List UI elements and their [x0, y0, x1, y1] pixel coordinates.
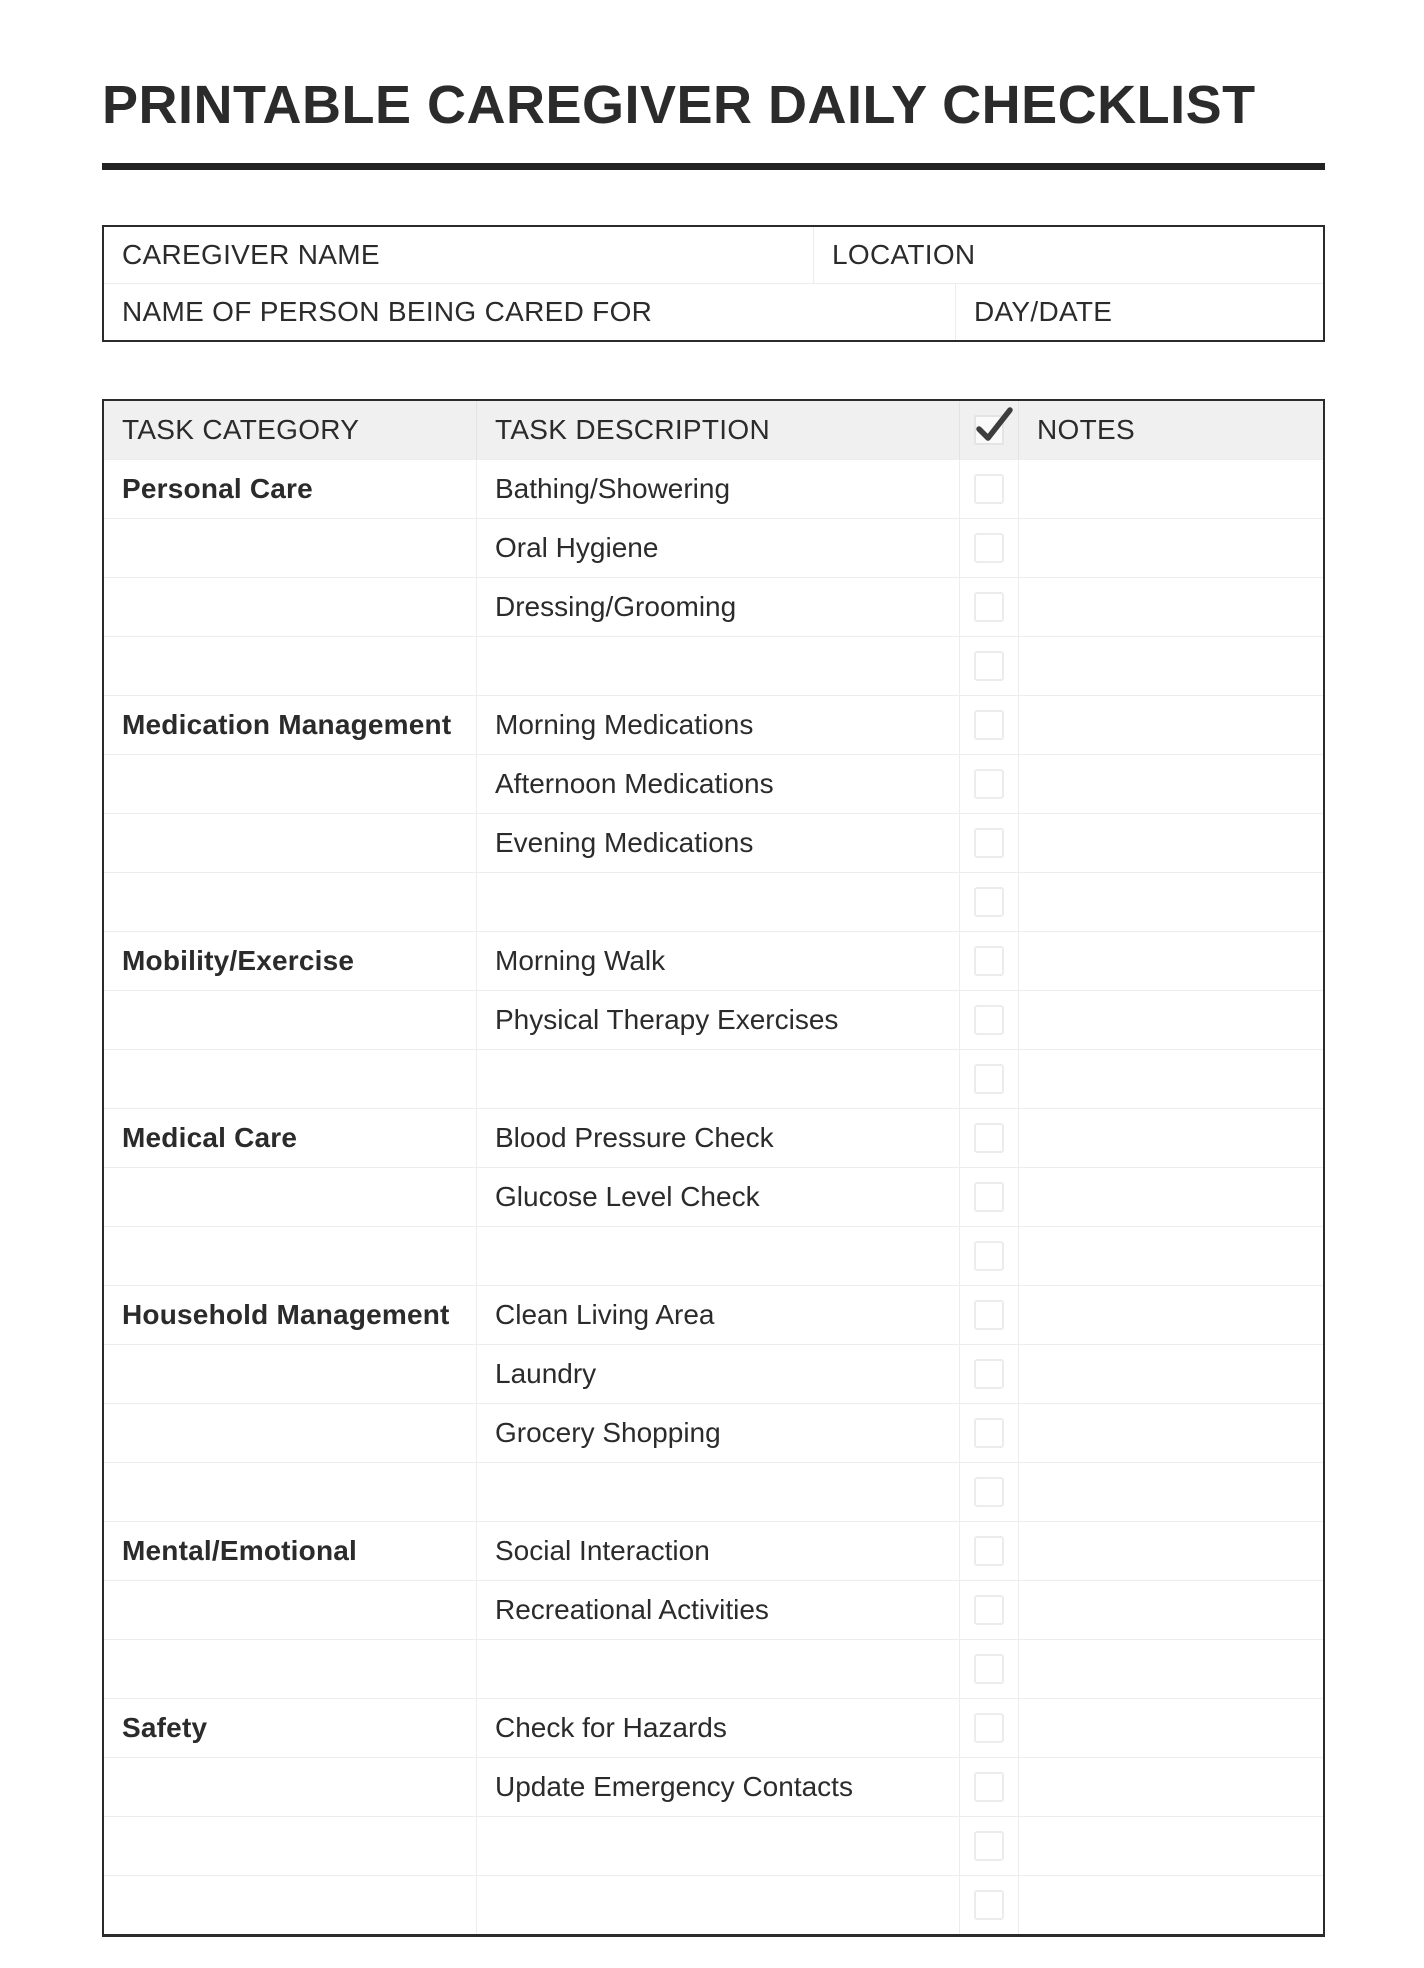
title-divider	[102, 163, 1325, 170]
task-checkbox[interactable]	[974, 1772, 1004, 1802]
day-date-field: DAY/DATE	[955, 284, 1323, 340]
task-row	[104, 1462, 1323, 1521]
notes-cell	[1018, 460, 1323, 518]
task-checkbox[interactable]	[974, 1595, 1004, 1625]
task-checkbox[interactable]	[974, 887, 1004, 917]
task-description-cell: Update Emergency Contacts	[476, 1758, 959, 1816]
task-description-cell	[476, 1050, 959, 1108]
task-check-cell	[959, 519, 1018, 577]
task-category-cell	[104, 519, 476, 577]
column-header-check	[959, 401, 1018, 459]
task-category-cell	[104, 1050, 476, 1108]
task-checkbox[interactable]	[974, 1300, 1004, 1330]
task-row	[104, 931, 1323, 990]
task-check-cell	[959, 1640, 1018, 1698]
task-checkbox[interactable]	[974, 1831, 1004, 1861]
notes-cell	[1018, 1345, 1323, 1403]
checkmark-icon	[972, 404, 1016, 448]
task-checkbox[interactable]	[974, 1654, 1004, 1684]
care-recipient-name-field: NAME OF PERSON BEING CARED FOR	[122, 296, 653, 327]
task-checkbox[interactable]	[974, 1123, 1004, 1153]
task-category-cell	[104, 578, 476, 636]
column-header-notes: NOTES	[1018, 401, 1323, 459]
task-description-cell	[476, 1817, 959, 1875]
task-check-cell	[959, 460, 1018, 518]
notes-cell	[1018, 1168, 1323, 1226]
header-checkbox	[974, 415, 1004, 445]
task-row	[104, 1167, 1323, 1226]
task-checkbox[interactable]	[974, 1064, 1004, 1094]
task-checkbox[interactable]	[974, 710, 1004, 740]
task-description-cell: Social Interaction	[476, 1522, 959, 1580]
task-checkbox[interactable]	[974, 1241, 1004, 1271]
task-row	[104, 577, 1323, 636]
task-check-cell	[959, 1109, 1018, 1167]
task-check-cell	[959, 1345, 1018, 1403]
task-description-cell: Recreational Activities	[476, 1581, 959, 1639]
task-category-cell: Personal Care	[122, 473, 313, 504]
task-check-cell	[959, 1876, 1018, 1934]
task-category-cell: Mental/Emotional	[122, 1535, 357, 1566]
notes-cell	[1018, 755, 1323, 813]
task-category-cell	[104, 1345, 476, 1403]
task-description-cell: Morning Medications	[476, 696, 959, 754]
page-title: PRINTABLE CAREGIVER DAILY CHECKLIST	[102, 75, 1256, 135]
task-check-cell	[959, 932, 1018, 990]
info-row-1	[104, 227, 1323, 284]
task-category-cell	[104, 1404, 476, 1462]
task-description-cell: Afternoon Medications	[476, 755, 959, 813]
task-check-cell	[959, 1817, 1018, 1875]
info-row-2	[104, 284, 1323, 340]
task-table-body	[104, 459, 1323, 1934]
task-category-cell	[104, 1227, 476, 1285]
task-check-cell	[959, 1168, 1018, 1226]
task-category-cell	[104, 1640, 476, 1698]
notes-cell	[1018, 1404, 1323, 1462]
notes-cell	[1018, 932, 1323, 990]
task-row	[104, 1875, 1323, 1934]
task-check-cell	[959, 1758, 1018, 1816]
caregiver-name-field: CAREGIVER NAME	[122, 239, 380, 270]
task-description-cell: Oral Hygiene	[476, 519, 959, 577]
task-checkbox[interactable]	[974, 1713, 1004, 1743]
task-category-cell: Safety	[122, 1712, 208, 1743]
daily-task-table	[102, 399, 1325, 1937]
notes-cell	[1018, 1050, 1323, 1108]
task-description-cell: Morning Walk	[476, 932, 959, 990]
task-category-cell	[104, 873, 476, 931]
task-check-cell	[959, 1522, 1018, 1580]
task-row	[104, 1049, 1323, 1108]
task-checkbox[interactable]	[974, 1890, 1004, 1920]
task-checkbox[interactable]	[974, 1005, 1004, 1035]
task-category-cell	[104, 1168, 476, 1226]
task-check-cell	[959, 814, 1018, 872]
task-description-cell	[476, 637, 959, 695]
notes-cell	[1018, 1699, 1323, 1757]
task-description-cell: Laundry	[476, 1345, 959, 1403]
task-check-cell	[959, 1699, 1018, 1757]
task-table-header	[104, 401, 1323, 459]
task-checkbox[interactable]	[974, 1359, 1004, 1389]
task-category-cell: Medication Management	[122, 709, 452, 740]
task-checkbox[interactable]	[974, 946, 1004, 976]
task-row	[104, 1816, 1323, 1875]
task-category-cell	[104, 1758, 476, 1816]
task-check-cell	[959, 578, 1018, 636]
task-row	[104, 872, 1323, 931]
task-category-cell	[104, 1817, 476, 1875]
task-check-cell	[959, 1581, 1018, 1639]
notes-cell	[1018, 1227, 1323, 1285]
task-row	[104, 990, 1323, 1049]
task-row	[104, 695, 1323, 754]
task-category-cell: Household Management	[122, 1299, 450, 1330]
task-description-cell: Glucose Level Check	[476, 1168, 959, 1226]
task-description-cell	[476, 1876, 959, 1934]
column-header-task-category: TASK CATEGORY	[122, 414, 360, 445]
task-description-cell: Check for Hazards	[476, 1699, 959, 1757]
task-description-cell	[476, 1227, 959, 1285]
task-checkbox[interactable]	[974, 1477, 1004, 1507]
task-row	[104, 636, 1323, 695]
task-description-cell	[476, 1463, 959, 1521]
task-description-cell: Evening Medications	[476, 814, 959, 872]
task-row	[104, 1108, 1323, 1167]
task-row	[104, 1698, 1323, 1757]
task-description-cell	[476, 873, 959, 931]
task-checkbox[interactable]	[974, 1418, 1004, 1448]
notes-cell	[1018, 1640, 1323, 1698]
notes-cell	[1018, 1876, 1323, 1934]
task-row	[104, 1521, 1323, 1580]
task-check-cell	[959, 1286, 1018, 1344]
notes-cell	[1018, 696, 1323, 754]
task-checkbox[interactable]	[974, 592, 1004, 622]
task-checkbox[interactable]	[974, 828, 1004, 858]
task-row	[104, 1344, 1323, 1403]
task-category-cell: Medical Care	[122, 1122, 298, 1153]
task-category-cell	[104, 1463, 476, 1521]
task-check-cell	[959, 873, 1018, 931]
task-description-cell: Clean Living Area	[476, 1286, 959, 1344]
task-checkbox[interactable]	[974, 474, 1004, 504]
task-row	[104, 813, 1323, 872]
task-row	[104, 1580, 1323, 1639]
task-check-cell	[959, 637, 1018, 695]
task-description-cell	[476, 1640, 959, 1698]
task-category-cell	[104, 1581, 476, 1639]
task-row	[104, 459, 1323, 518]
task-category-cell	[104, 1876, 476, 1934]
task-checkbox[interactable]	[974, 651, 1004, 681]
task-checkbox[interactable]	[974, 1536, 1004, 1566]
task-category-cell	[104, 991, 476, 1049]
task-check-cell	[959, 1050, 1018, 1108]
notes-cell	[1018, 1109, 1323, 1167]
notes-cell	[1018, 873, 1323, 931]
caregiver-info-table	[102, 225, 1325, 342]
notes-cell	[1018, 578, 1323, 636]
task-description-cell: Dressing/Grooming	[476, 578, 959, 636]
location-field: LOCATION	[813, 227, 1323, 283]
task-category-cell	[104, 814, 476, 872]
task-checkbox[interactable]	[974, 533, 1004, 563]
notes-cell	[1018, 1581, 1323, 1639]
task-check-cell	[959, 696, 1018, 754]
task-category-cell	[104, 755, 476, 813]
task-checkbox[interactable]	[974, 1182, 1004, 1212]
task-row	[104, 1639, 1323, 1698]
task-description-cell: Blood Pressure Check	[476, 1109, 959, 1167]
task-check-cell	[959, 755, 1018, 813]
task-check-cell	[959, 991, 1018, 1049]
task-checkbox[interactable]	[974, 769, 1004, 799]
task-row	[104, 1226, 1323, 1285]
task-check-cell	[959, 1463, 1018, 1521]
task-category-cell: Mobility/Exercise	[122, 945, 355, 976]
task-description-cell: Bathing/Showering	[476, 460, 959, 518]
notes-cell	[1018, 1758, 1323, 1816]
notes-cell	[1018, 814, 1323, 872]
notes-cell	[1018, 1817, 1323, 1875]
task-row	[104, 754, 1323, 813]
notes-cell	[1018, 1286, 1323, 1344]
task-check-cell	[959, 1404, 1018, 1462]
task-category-cell	[104, 637, 476, 695]
task-row	[104, 518, 1323, 577]
notes-cell	[1018, 519, 1323, 577]
task-row	[104, 1403, 1323, 1462]
task-row	[104, 1757, 1323, 1816]
notes-cell	[1018, 637, 1323, 695]
notes-cell	[1018, 991, 1323, 1049]
task-check-cell	[959, 1227, 1018, 1285]
notes-cell	[1018, 1522, 1323, 1580]
column-header-task-description: TASK DESCRIPTION	[476, 401, 959, 459]
task-row	[104, 1285, 1323, 1344]
notes-cell	[1018, 1463, 1323, 1521]
task-description-cell: Grocery Shopping	[476, 1404, 959, 1462]
task-description-cell: Physical Therapy Exercises	[476, 991, 959, 1049]
